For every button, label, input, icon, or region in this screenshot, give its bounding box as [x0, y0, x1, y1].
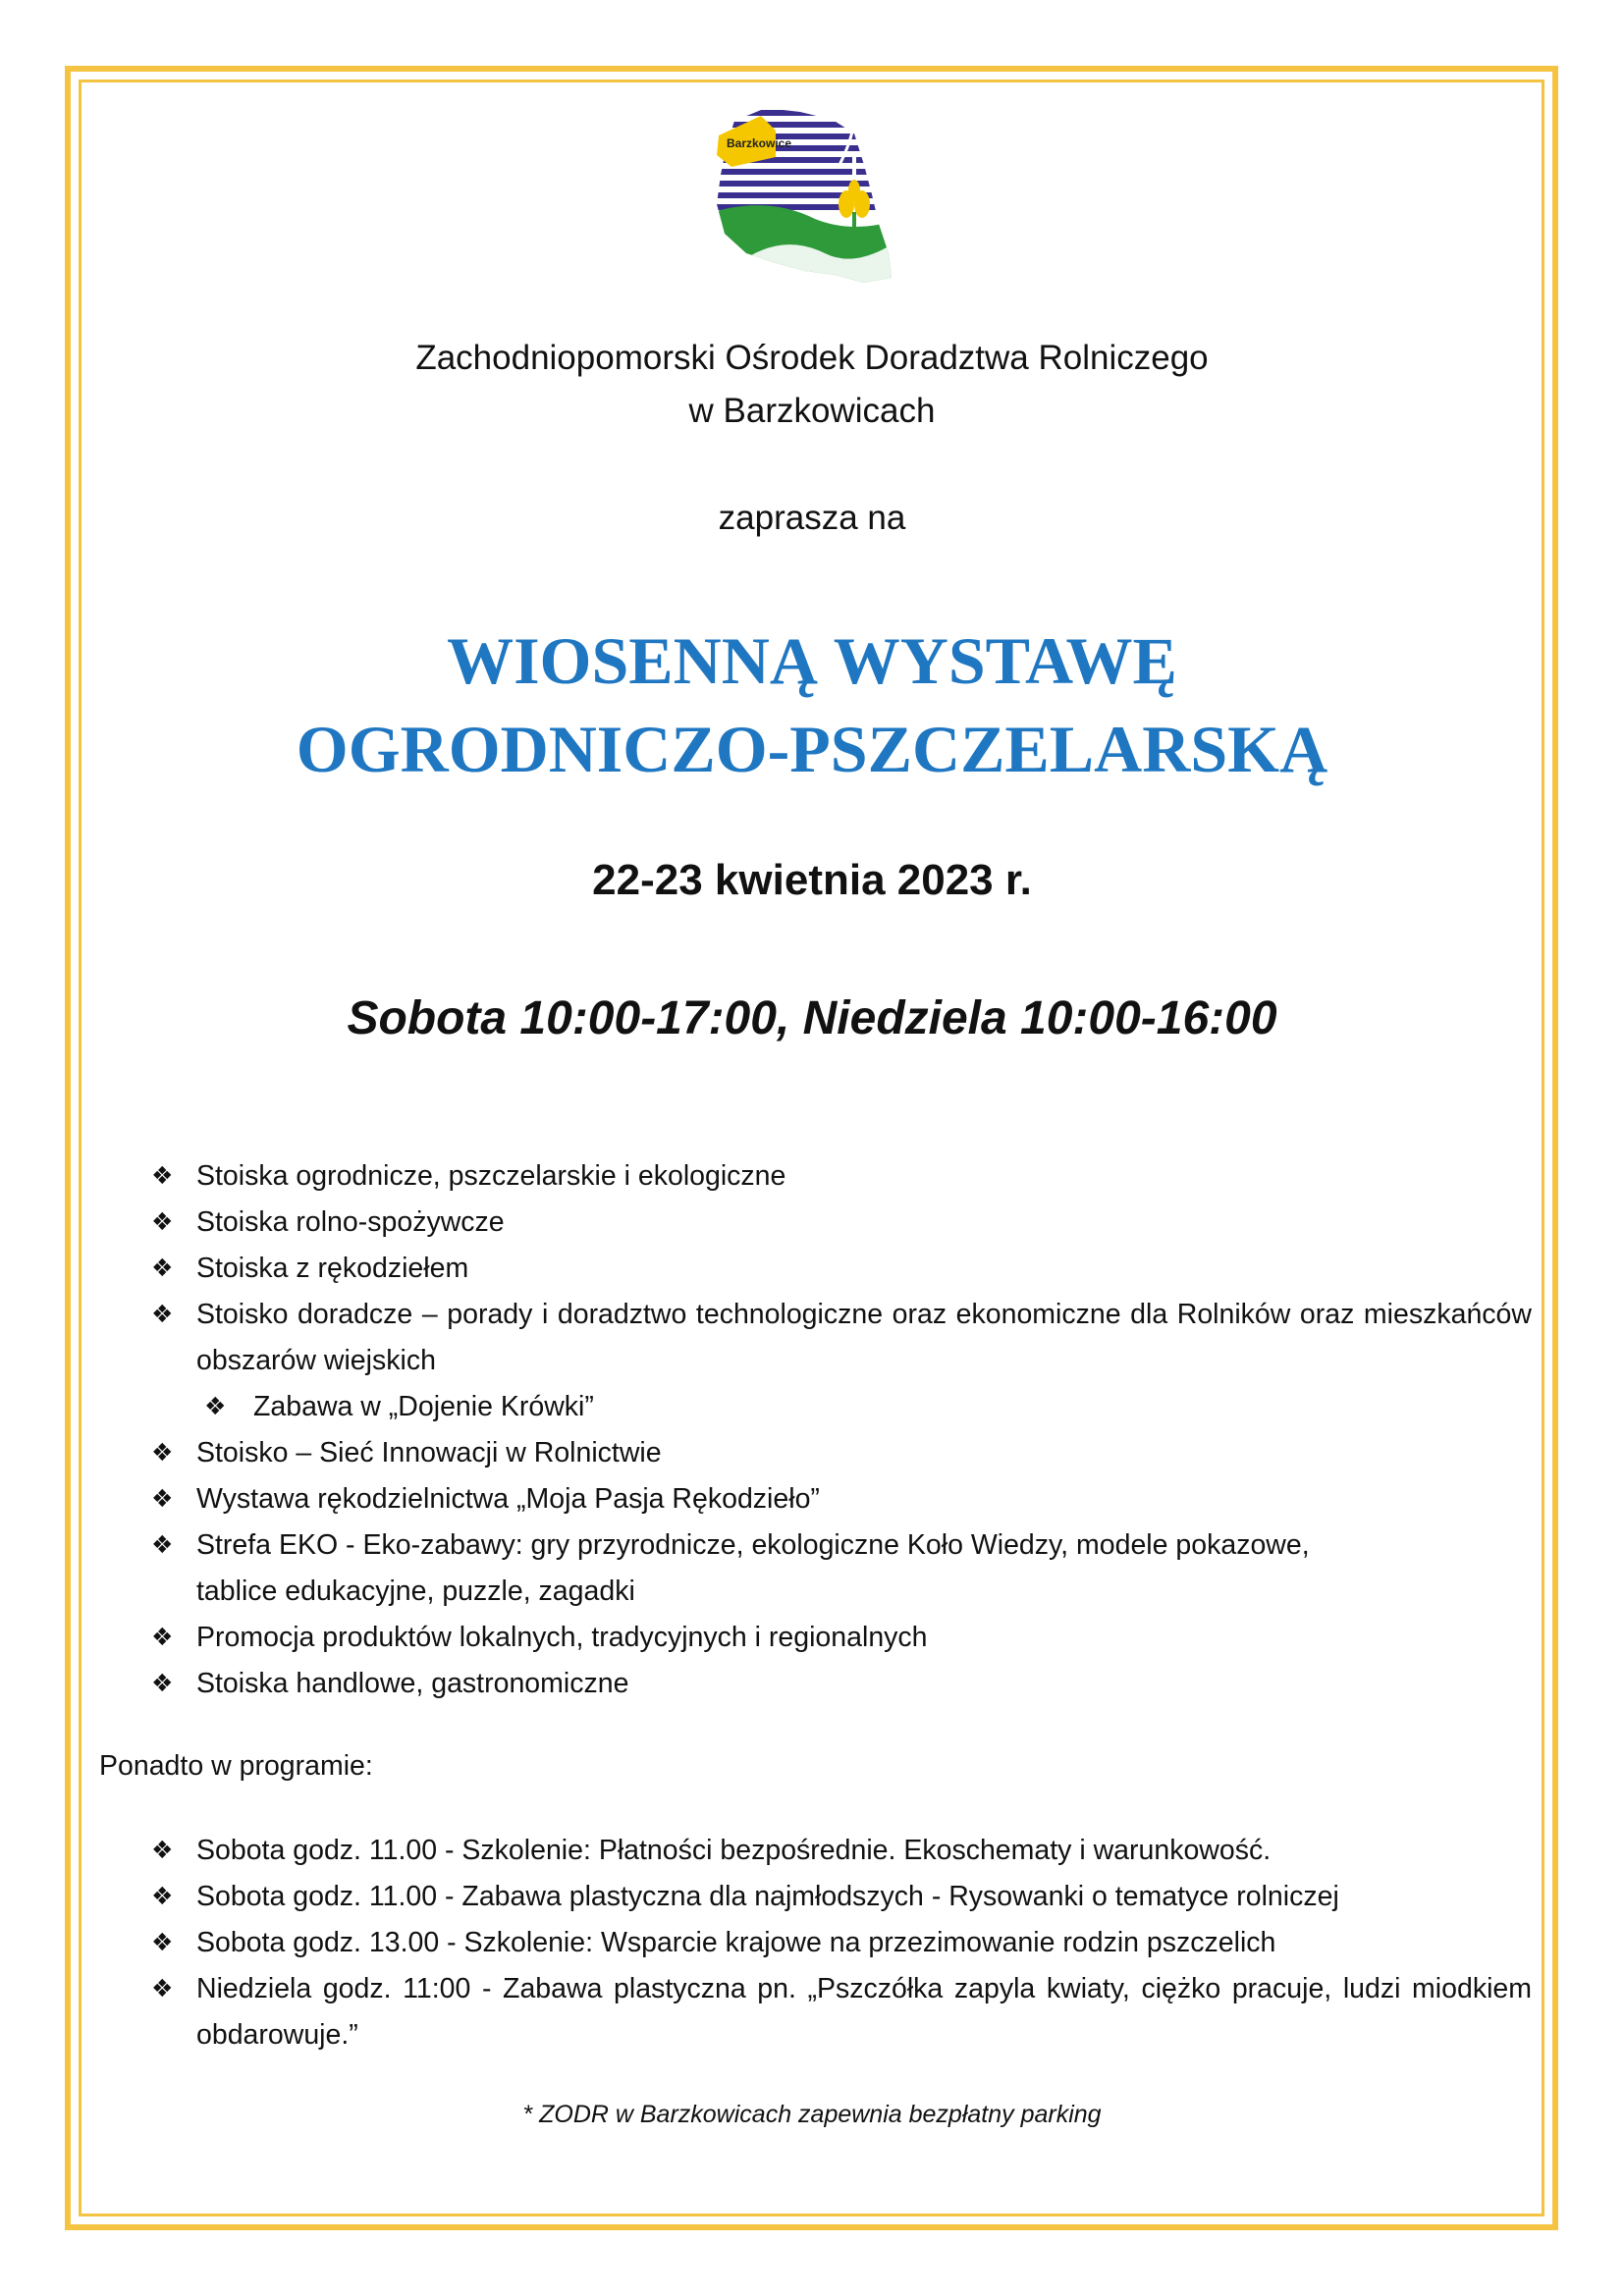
diamond-bullet-icon: ❖	[151, 1929, 174, 1956]
diamond-bullet-icon: ❖	[151, 1670, 174, 1697]
list-item: ❖ Strefa EKO - Eko-zabawy: gry przyrodnicze, ekologiczne Koło Wiedzy, modele pokazowe, tablice edukacyjne, puzzle, zagadki	[147, 1522, 1532, 1615]
list-item: ❖ Stoisko doradcze – porady i doradztwo technologiczne oraz ekonomiczne dla Rolników oraz mieszkańców obszarów wiejskich	[147, 1292, 1532, 1384]
event-title-line-1: WIOSENNĄ WYSTAWĘ	[447, 623, 1177, 698]
event-date: 22-23 kwietnia 2023 r.	[592, 856, 1032, 904]
event-hours: Sobota 10:00-17:00, Niedziela 10:00-16:00	[347, 992, 1277, 1044]
diamond-bullet-icon: ❖	[151, 1485, 174, 1513]
barzkowice-logo	[707, 96, 923, 293]
list-item: ❖ Stoiska handlowe, gastronomiczne	[147, 1661, 1532, 1707]
program-heading: Ponadto w programie:	[99, 1750, 373, 1782]
logo-text: Barzkowice	[727, 136, 792, 150]
diamond-bullet-icon: ❖	[151, 1208, 174, 1236]
poland-map-icon	[707, 96, 923, 293]
list-item: ❖ Zabawa w „Dojenie Krówki”	[147, 1384, 1532, 1430]
attractions-list	[147, 1153, 1532, 1707]
diamond-bullet-icon: ❖	[151, 1439, 174, 1467]
diamond-bullet-icon: ❖	[151, 1883, 174, 1910]
list-item: ❖ Promocja produktów lokalnych, tradycyjnych i regionalnych	[147, 1615, 1532, 1661]
diamond-bullet-icon: ❖	[151, 1624, 174, 1651]
list-item: ❖ Stoisko – Sieć Innowacji w Rolnictwie	[147, 1430, 1532, 1476]
list-item: ❖ Stoiska ogrodnicze, pszczelarskie i ekologiczne	[147, 1153, 1532, 1200]
event-title	[0, 616, 1624, 793]
list-item: ❖ Stoiska z rękodziełem	[147, 1246, 1532, 1292]
organizer-line-2: w Barzkowicach	[688, 392, 936, 430]
diamond-bullet-icon: ❖	[151, 1975, 174, 2002]
list-item: ❖ Sobota godz. 13.00 - Szkolenie: Wsparcie krajowe na przezimowanie rodzin pszczelich	[147, 1920, 1532, 1966]
diamond-bullet-icon: ❖	[151, 1837, 174, 1864]
list-item: ❖ Wystawa rękodzielnictwa „Moja Pasja Rękodzieło”	[147, 1476, 1532, 1522]
diamond-bullet-icon: ❖	[151, 1162, 174, 1190]
list-item: ❖ Sobota godz. 11.00 - Zabawa plastyczna dla najmłodszych - Rysowanki o tematyce rolniczej	[147, 1874, 1532, 1920]
list-item: ❖ Stoiska rolno-spożywcze	[147, 1200, 1532, 1246]
diamond-bullet-icon: ❖	[151, 1531, 174, 1559]
program-list	[147, 1828, 1532, 2058]
diamond-bullet-icon: ❖	[204, 1393, 227, 1420]
parking-footnote: * ZODR w Barzkowicach zapewnia bezpłatny parking	[522, 2101, 1102, 2128]
organizer	[0, 332, 1624, 438]
list-item: ❖ Sobota godz. 11.00 - Szkolenie: Płatności bezpośrednie. Ekoschematy i warunkowość.	[147, 1828, 1532, 1874]
diamond-bullet-icon: ❖	[151, 1301, 174, 1328]
event-title-line-2: OGRODNICZO-PSZCZELARSKĄ	[296, 712, 1328, 786]
diamond-bullet-icon: ❖	[151, 1255, 174, 1282]
organizer-line-1: Zachodniopomorski Ośrodek Doradztwa Rolniczego	[415, 339, 1209, 377]
invite-text: zaprasza na	[718, 499, 906, 537]
list-item: ❖ Niedziela godz. 11:00 - Zabawa plastyczna pn. „Pszczółka zapyla kwiaty, ciężko pracuje, ludzi miodkiem obdarowuje.”	[147, 1966, 1532, 2058]
